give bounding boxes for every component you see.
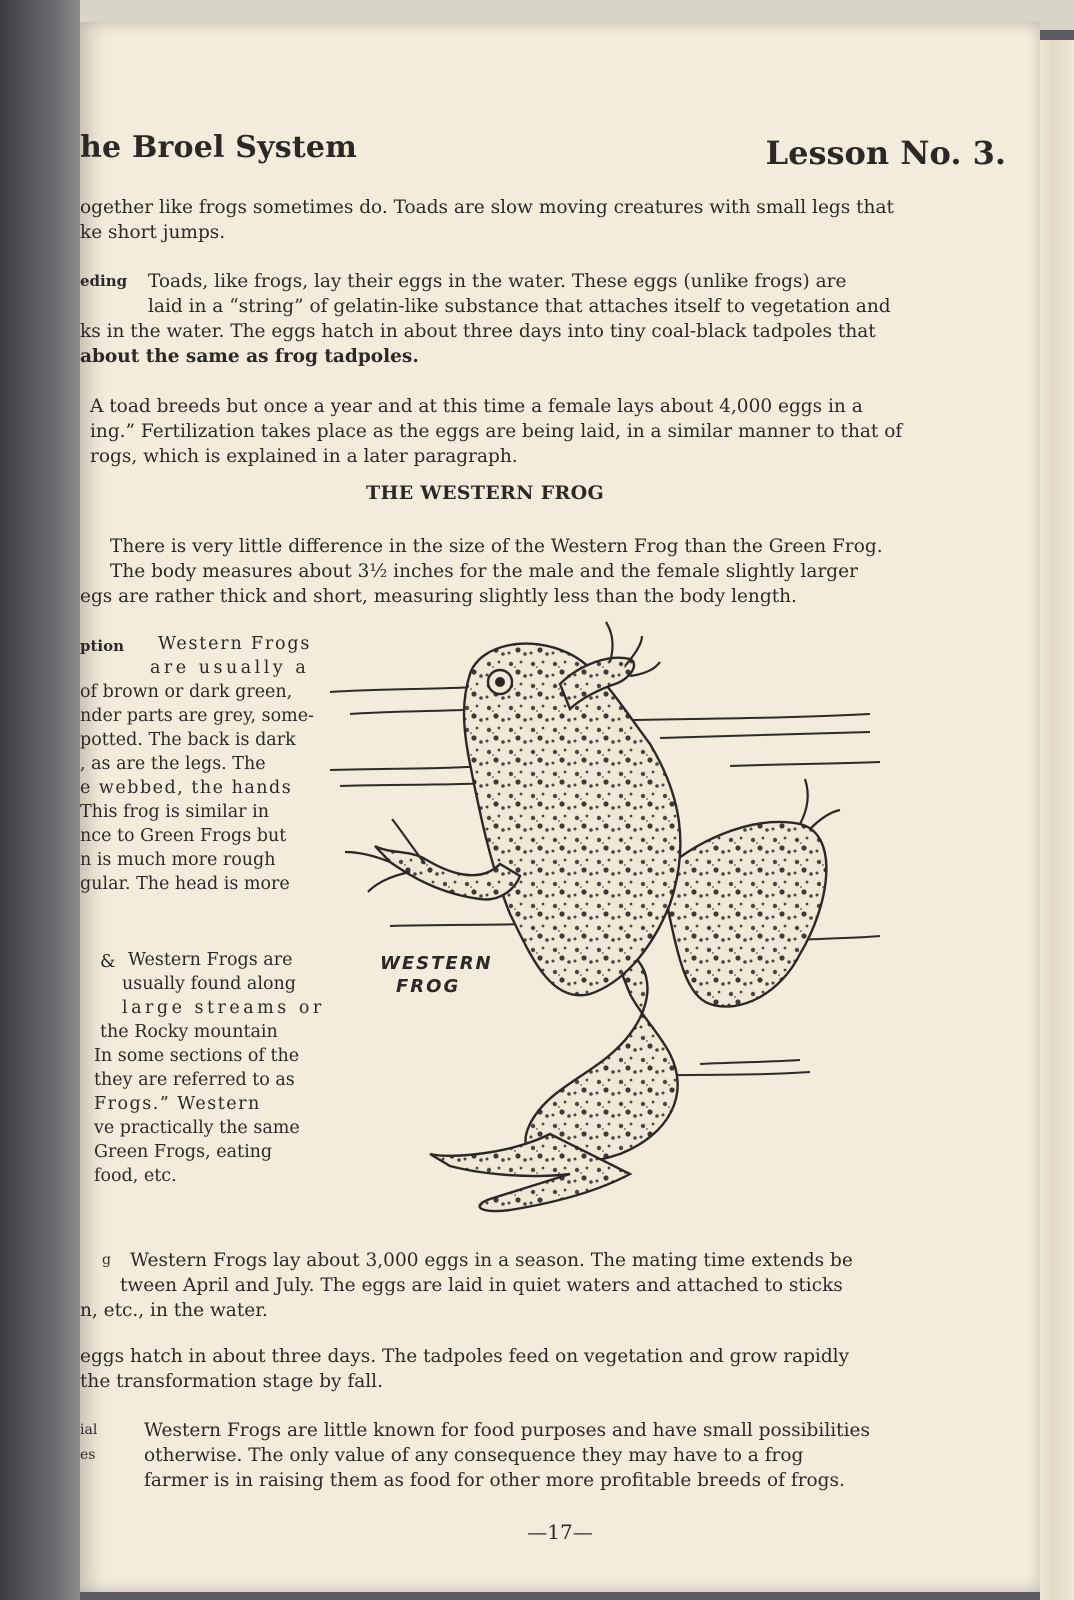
text-line: Frogs.” Western (94, 1094, 261, 1114)
paragraph-mating (80, 1248, 853, 1323)
book-page (80, 22, 1040, 1592)
western-frog-illustration (330, 614, 880, 1254)
text-line: ke short jumps. (80, 222, 226, 243)
paragraph-breeding (148, 269, 891, 319)
text-line: of brown or dark green, (80, 682, 293, 702)
scanner-shadow (0, 0, 80, 1600)
margin-label-commercial (80, 1418, 97, 1468)
paragraph-commercial (144, 1418, 870, 1493)
section-heading: THE WESTERN FROG (366, 482, 604, 504)
paragraph-habitat (80, 948, 325, 1188)
text-line: laid in a “string” of gelatin-like substance that attaches itself to vegetation and (148, 296, 891, 317)
text-line: rogs, which is explained in a later paragraph. (90, 446, 518, 467)
illustration-caption-line1: WESTERN (380, 953, 493, 974)
text-line: n, etc., in the water. (80, 1300, 268, 1321)
text-line: The body measures about 3½ inches for the male and the female slightly larger (110, 561, 858, 582)
illustration-caption-line2: FROG (396, 976, 461, 997)
running-header-right: Lesson No. 3. (765, 134, 1006, 172)
page-edges (1040, 40, 1074, 1600)
margin-label-mating: g (102, 1252, 111, 1268)
margin-label-line: ial (80, 1422, 98, 1438)
text-line: ks in the water. The eggs hatch in about three days into tiny coal-black tadpoles that (80, 321, 876, 342)
text-line: gular. The head is more (80, 874, 290, 894)
text-line: are usually a (150, 658, 310, 678)
margin-label-breeding: eding (80, 272, 128, 290)
margin-label-habitat: & (100, 952, 116, 972)
text-line: usually found along (122, 974, 296, 994)
text-line: egs are rather thick and short, measuring slightly less than the body length. (80, 586, 797, 607)
margin-label-description: ption (80, 637, 125, 655)
paragraph-hatching (80, 1344, 849, 1394)
text-line: Toads, like frogs, lay their eggs in the water. These eggs (unlike frogs) are (148, 271, 847, 292)
text-line: otherwise. The only value of any consequence they may have to a frog (144, 1445, 804, 1466)
text-line: food, etc. (94, 1166, 177, 1186)
text-line: ve practically the same (94, 1118, 300, 1138)
text-line: tween April and July. The eggs are laid in quiet waters and attached to sticks (120, 1275, 843, 1296)
text-line: Western Frogs (158, 634, 312, 654)
text-line: nce to Green Frogs but (80, 826, 287, 846)
text-line: potted. The back is dark (80, 730, 296, 750)
text-line: about the same as frog tadpoles. (80, 346, 419, 367)
text-line: Western Frogs are (128, 950, 293, 970)
paragraph-toads-movement (80, 195, 894, 245)
text-line: large streams or (122, 998, 325, 1018)
text-line: In some sections of the (94, 1046, 300, 1066)
paragraph-size (80, 534, 883, 609)
text-line: farmer is in raising them as food for other more profitable breeds of frogs. (144, 1470, 845, 1491)
text-line: ing.” Fertilization takes place as the eggs are being laid, in a similar manner to that of (90, 421, 903, 442)
frog-pupil (495, 677, 505, 687)
text-line: , as are the legs. The (80, 754, 266, 774)
paragraph-description (80, 632, 325, 896)
text-line: they are referred to as (94, 1070, 295, 1090)
running-header-left: he Broel System (80, 130, 358, 165)
text-line: e webbed, the hands (80, 778, 293, 798)
paragraph-toad-eggs (90, 394, 902, 469)
margin-label-line: es (80, 1447, 96, 1463)
text-line: Western Frogs lay about 3,000 eggs in a season. The mating time extends be (130, 1250, 853, 1271)
page-number: —17— (527, 1520, 593, 1544)
text-line: There is very little difference in the size of the Western Frog than the Green Frog. (110, 536, 883, 557)
frog-body (375, 644, 826, 1211)
text-line: This frog is similar in (80, 802, 269, 822)
text-line: the Rocky mountain (100, 1022, 278, 1042)
text-line: the transformation stage by fall. (80, 1371, 383, 1392)
text-line: eggs hatch in about three days. The tadpoles feed on vegetation and grow rapidly (80, 1346, 850, 1367)
paragraph-breeding-cont (80, 319, 876, 369)
text-line: Green Frogs, eating (94, 1142, 273, 1162)
text-line: n is much more rough (80, 850, 276, 870)
text-line: nder parts are grey, some- (80, 706, 315, 726)
text-line: A toad breeds but once a year and at this time a female lays about 4,000 eggs in a (90, 396, 863, 417)
text-line: Western Frogs are little known for food purposes and have small possibilities (144, 1420, 870, 1441)
text-line: ogether like frogs sometimes do. Toads are slow moving creatures with small legs that (80, 197, 894, 218)
